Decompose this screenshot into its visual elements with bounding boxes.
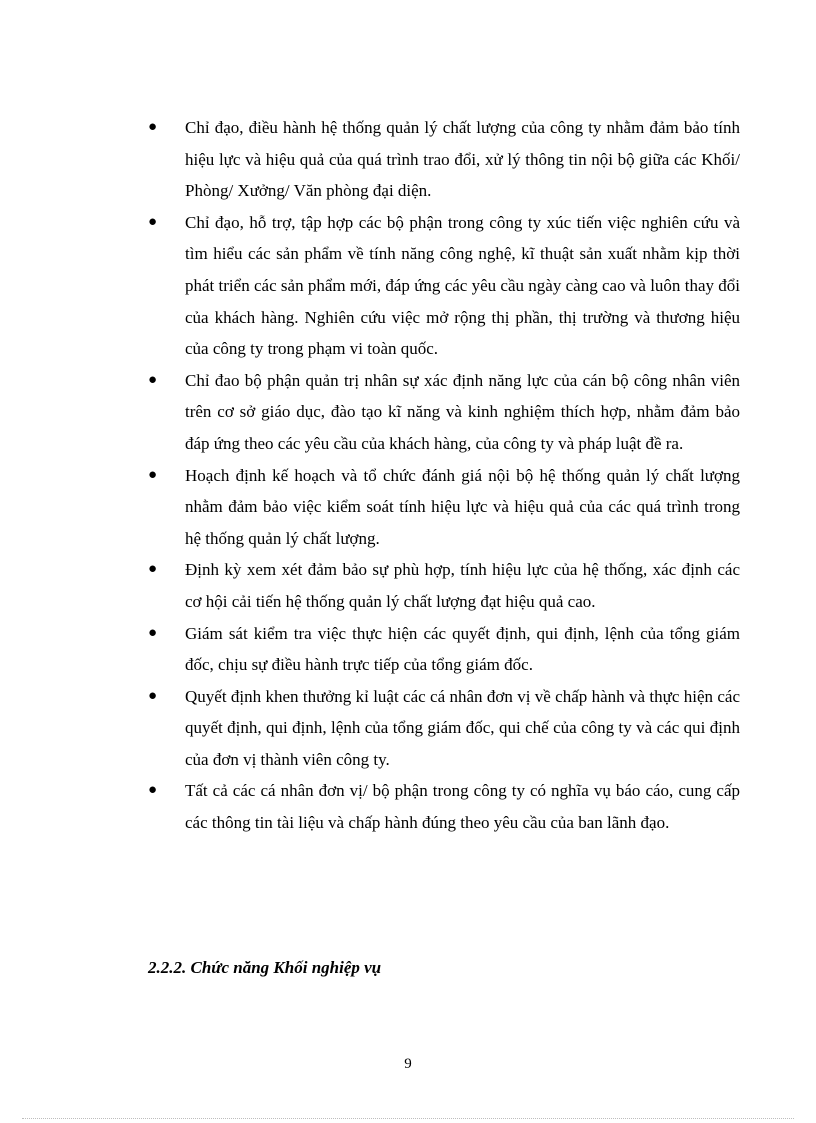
responsibility-list xyxy=(146,112,740,839)
list-item xyxy=(146,207,740,365)
section-heading: 2.2.2. Chức năng Khối nghiệp vụ xyxy=(148,958,382,977)
list-item-text: Giám sát kiểm tra việc thực hiện các quyết định, qui định, lệnh của tổng giám đốc, chịu sự điều hành trực tiếp của tổng giám đốc. xyxy=(185,623,740,675)
bullet-icon: ● xyxy=(148,782,158,799)
list-item xyxy=(146,775,740,838)
list-item xyxy=(146,112,740,207)
bullet-icon: ● xyxy=(148,624,158,641)
list-item xyxy=(146,554,740,617)
list-item-text: Quyết định khen thưởng kỉ luật các cá nhân đơn vị về chấp hành và thực hiện các quyết định, qui định, lệnh của tổng giám đốc, qui chế của công ty và các qui định của đơn vị thành viên công ty. xyxy=(185,686,740,769)
list-item xyxy=(146,618,740,681)
bullet-icon: ● xyxy=(148,213,158,230)
list-item-text: Tất cả các cá nhân đơn vị/ bộ phận trong công ty có nghĩa vụ báo cáo, cung cấp các thông tin tài liệu và chấp hành đúng theo yêu cầu của ban lãnh đạo. xyxy=(185,781,740,833)
bullet-icon: ● xyxy=(148,119,158,135)
bullet-icon: ● xyxy=(148,466,158,483)
list-item-text: Chỉ đao bộ phận quản trị nhân sự xác định năng lực của cán bộ công nhân viên trên cơ sở giáo dục, đào tạo kĩ năng và kinh nghiệm thích hợp, nhằm đảm bảo đáp ứng theo các yêu cầu của khách hàng, của công ty và pháp luật đề ra. xyxy=(185,370,740,453)
list-item-text: Định kỳ xem xét đảm bảo sự phù hợp, tính hiệu lực của hệ thống, xác định các cơ hội cải tiến hệ thống quản lý chất lượng đạt hiệu quả cao. xyxy=(185,560,740,611)
bullet-icon: ● xyxy=(148,687,158,704)
list-item xyxy=(146,365,740,460)
list-item-text: Chỉ đạo, hỗ trợ, tập hợp các bộ phận trong công ty xúc tiến việc nghiên cứu và tìm hiểu các sản phẩm về tính năng công nghệ, kĩ thuật sản xuất nhằm kịp thời phát triển các sản phẩm mới, đáp ứng các yêu cầu ngày càng cao và luôn thay đổi của khách hàng. Nghiên cứu việc mở rộng thị phần, thị trường và thương hiệu của công ty trong phạm vi toàn quốc. xyxy=(185,212,740,359)
page-number: 9 xyxy=(404,1056,412,1072)
bullet-icon: ● xyxy=(148,371,158,388)
bullet-icon: ● xyxy=(148,561,158,578)
list-item-text: Chỉ đạo, điều hành hệ thống quản lý chất lượng của công ty nhằm đảm bảo tính hiệu lực và hiệu quả của quá trình trao đổi, xử lý thông tin nội bộ giữa các Khối/ Phòng/ Xưởng/ Văn phòng đại diện. xyxy=(185,118,740,201)
list-item xyxy=(146,681,740,776)
list-item xyxy=(146,460,740,555)
list-item-text: Hoạch định kế hoạch và tổ chức đánh giá nội bộ hệ thống quản lý chất lượng nhằm đảm bảo việc kiểm soát tính hiệu lực và hiệu quả của các quá trình trong hệ thống quản lý chất lượng. xyxy=(185,465,740,548)
page-boundary-divider xyxy=(22,1118,794,1119)
